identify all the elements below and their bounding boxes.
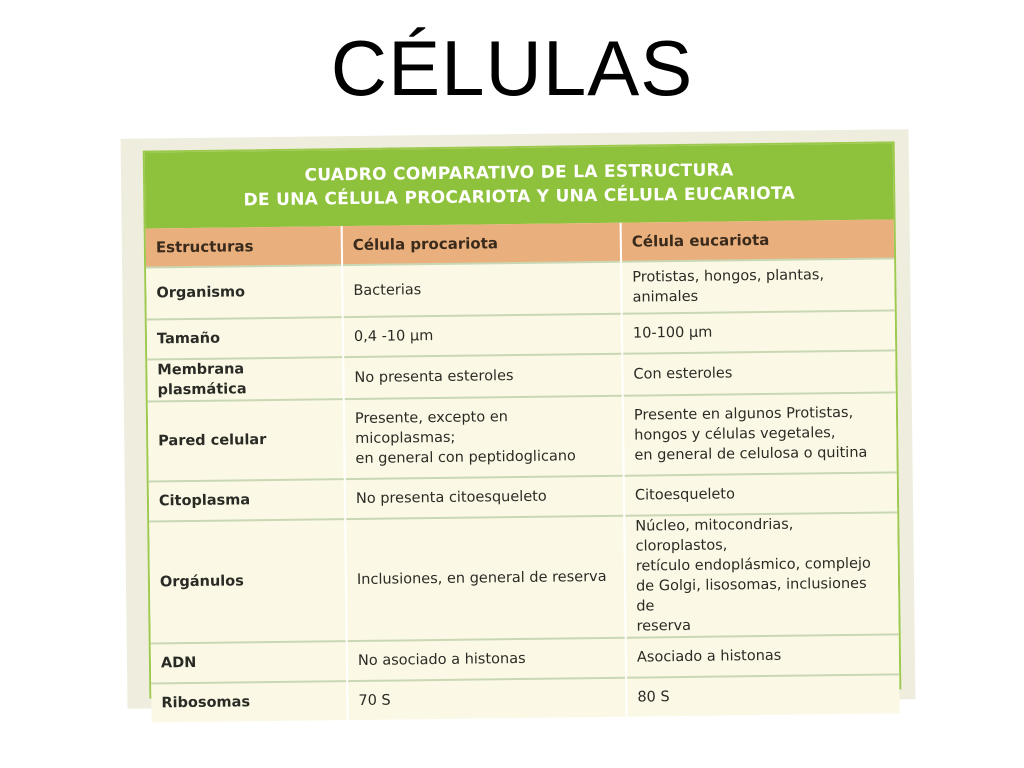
column-header-procariota: Célula procariota — [342, 223, 621, 265]
table-row — [146, 258, 895, 319]
procariota-cell: No presenta citoesqueleto — [345, 476, 624, 519]
eucariota-cell: Asociado a histonas — [626, 634, 899, 677]
eucariota-cell: 10-100 μm — [622, 310, 895, 353]
procariota-cell: 0,4 -10 μm — [343, 314, 622, 357]
row-label: ADN — [151, 641, 347, 683]
column-header-estructuras: Estructuras — [146, 226, 342, 267]
table-row — [149, 512, 898, 643]
row-label: Membrana plasmática — [147, 357, 343, 401]
procariota-cell: Bacterias — [342, 262, 622, 317]
card-header-line-1: CUADRO COMPARATIVO DE LA ESTRUCTURA — [304, 160, 734, 186]
row-label: Ribosomas — [151, 681, 347, 722]
eucariota-cell: Con esteroles — [622, 350, 895, 395]
procariota-cell: 70 S — [347, 678, 626, 720]
table-row — [148, 392, 897, 481]
eucariota-cell: Núcleo, mitocondrias, cloroplastos, retículo endoplásmico, complejo de Golgi, lisosomas, inclusiones de reserva — [624, 512, 898, 637]
eucariota-cell: Protistas, hongos, plantas, animales — [621, 258, 895, 313]
column-header-eucariota: Célula eucariota — [621, 219, 894, 261]
eucariota-cell: Citoesqueleto — [624, 472, 897, 515]
card-header-line-2: DE UNA CÉLULA PROCARIOTA Y UNA CÉLULA EUCARIOTA — [243, 183, 796, 211]
procariota-cell: No presenta esteroles — [343, 354, 622, 399]
comparison-table — [146, 219, 900, 722]
row-label: Organismo — [146, 265, 343, 319]
procariota-cell: Presente, excepto en micoplasmas; en general con peptidoglicano — [344, 396, 624, 479]
scanned-table-image — [121, 129, 916, 712]
table-row — [151, 674, 899, 722]
procariota-cell: Inclusiones, en general de reserva — [345, 516, 625, 641]
slide-title: CÉLULAS — [330, 24, 694, 112]
row-label: Tamaño — [147, 317, 343, 359]
row-label: Orgánulos — [149, 519, 346, 643]
comparison-card — [143, 141, 902, 712]
row-label: Pared celular — [148, 399, 345, 481]
card-header — [145, 143, 894, 228]
eucariota-cell: Presente en algunos Protistas, hongos y células vegetales, en general de celulosa o quitina — [623, 392, 897, 475]
row-label: Citoplasma — [149, 479, 345, 521]
eucariota-cell: 80 S — [626, 674, 899, 716]
procariota-cell: No asociado a histonas — [347, 638, 626, 681]
